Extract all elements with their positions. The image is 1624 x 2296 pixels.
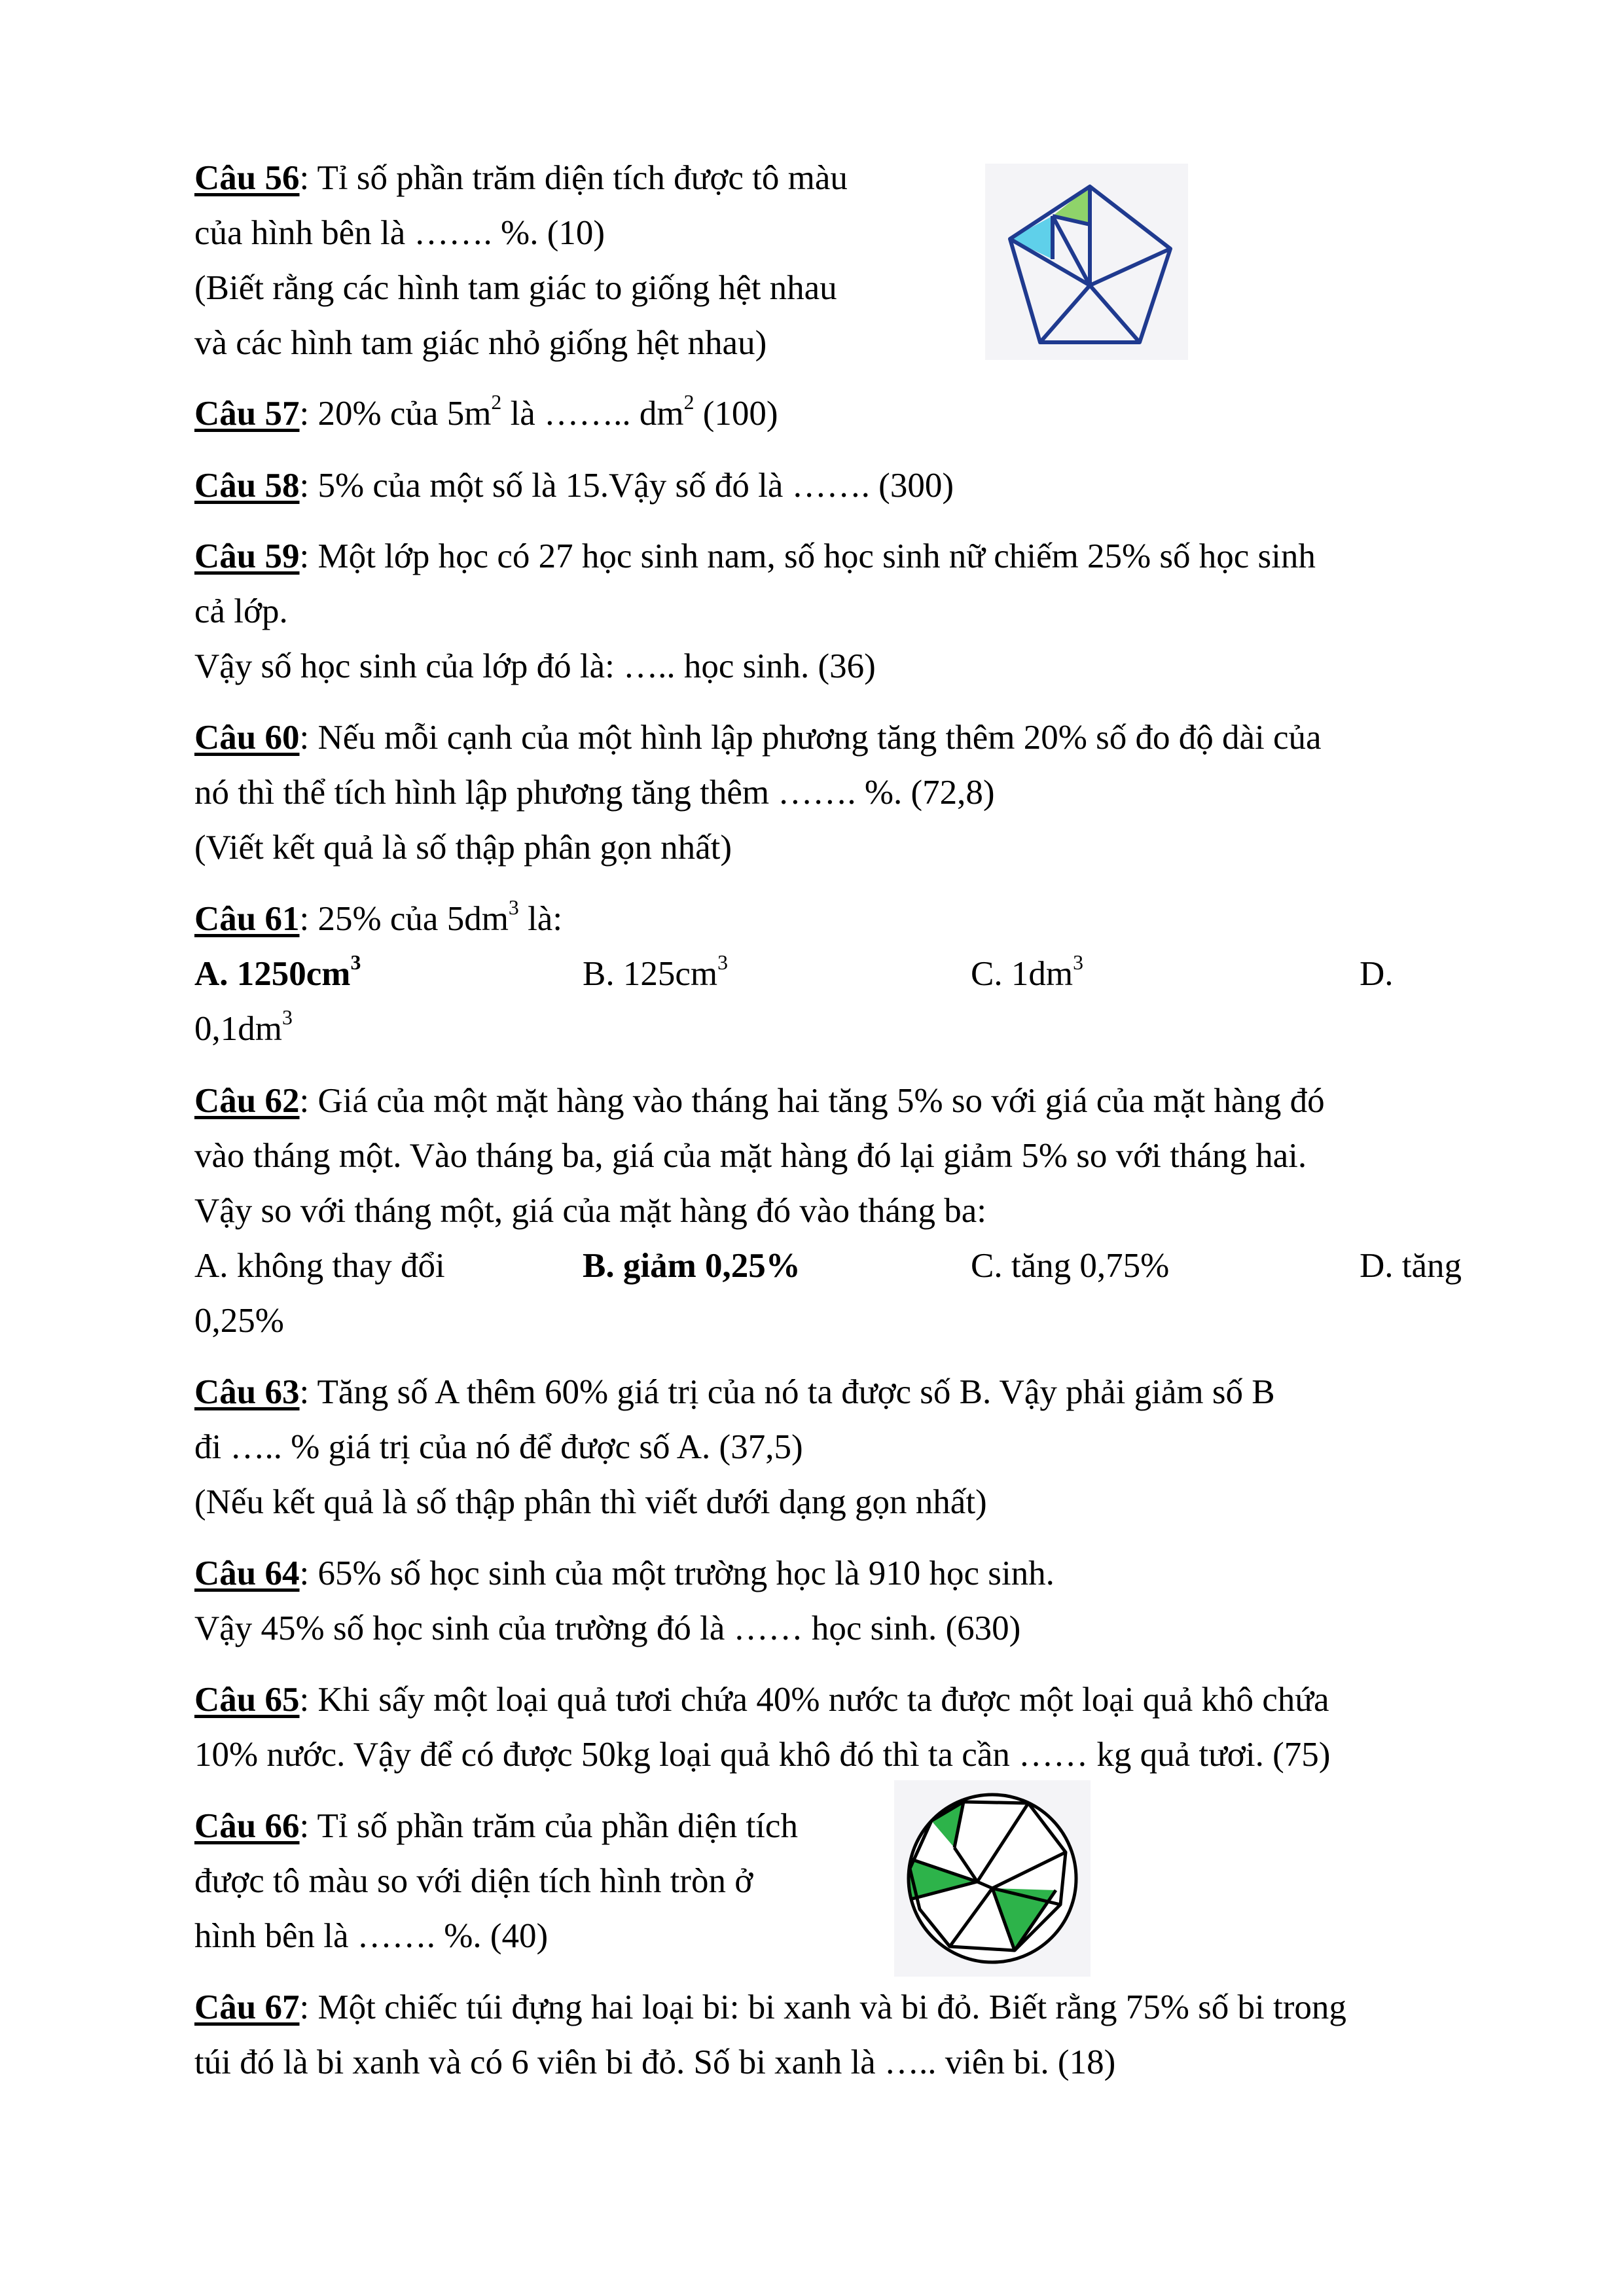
pentagon-figure (985, 164, 1188, 360)
question-67: Câu 67: Một chiếc túi đựng hai loại bi: bi xanh và bi đỏ. Biết rằng 75% số bi trong túi đó là bi xanh và có 6 viên bi đỏ. Số bi xanh là ….. viên bi. (18) (194, 1988, 1346, 2081)
question-58: Câu 58: 5% của một số là 15.Vậy số đó là ……. (300) (194, 467, 954, 505)
question-59: Câu 59: Một lớp học có 27 học sinh nam, số học sinh nữ chiếm 25% số học sinh cả lớp. Vậy số học sinh của lớp đó là: ….. học sinh. (36) (194, 537, 1316, 685)
question-label: Câu 61 (194, 900, 300, 938)
question-66: Câu 66: Tỉ số phần trăm của phần diện tích được tô màu so với diện tích hình tròn ở hình bên là ……. %. (40) (194, 1807, 798, 1955)
question-61: Câu 61: 25% của $5dm^3$ là: A. $1250cm^3$ B. $125cm^3$ C. $1dm^3$ D. $0,1dm^3$ (194, 891, 1477, 1056)
question-label: Câu 58 (194, 467, 300, 505)
question-62: Câu 62: Giá của một mặt hàng vào tháng hai tăng 5% so với giá của mặt hàng đó vào tháng một. Vào tháng ba, giá của mặt hàng đó lại giảm 5% so với tháng hai. Vậy so với tháng một, giá của mặt hàng đó vào tháng ba: A. không thay đổi B. giảm 0,25% C. tăng 0,75% D. tăng 0,25% (194, 1073, 1477, 1348)
option-c[interactable]: C. tăng 0,75% (971, 1247, 1170, 1285)
option-d[interactable]: D. (1360, 955, 1394, 993)
question-label: Câu 65 (194, 1681, 300, 1719)
question-60: Câu 60: Nếu mỗi cạnh của một hình lập phương tăng thêm 20% số đo độ dài của nó thì thể tích hình lập phương tăng thêm ……. %. (72,8) (Viết kết quả là số thập phân gọn nhất) (194, 719, 1322, 867)
answer-options (194, 946, 1477, 1001)
question-label: Câu 63 (194, 1373, 300, 1411)
question-65: Câu 65: Khi sấy một loại quả tươi chứa 40% nước ta được một loại quả khô chứa 10% nước. Vậy để có được 50kg loại quả khô đó thì ta cần …… kg quả tươi. (75) (194, 1681, 1331, 1774)
option-d-continued: $0,1dm^3$ (194, 1006, 293, 1048)
question-label: Câu 64 (194, 1554, 300, 1592)
question-label: Câu 66 (194, 1807, 300, 1845)
question-57: Câu 57: 20% của $5m^2$ là …….. $dm^2$ (100) (194, 391, 778, 433)
question-label: Câu 60 (194, 719, 300, 757)
circle-figure (894, 1780, 1091, 1977)
question-64: Câu 64: 65% số học sinh của một trường học là 910 học sinh. Vậy 45% số học sinh của trường đó là …… học sinh. (630) (194, 1554, 1055, 1647)
option-a[interactable]: A. $1250cm^3$ (194, 951, 361, 993)
option-c[interactable]: C. $1dm^3$ (971, 951, 1083, 993)
question-label: Câu 67 (194, 1988, 300, 2026)
answer-options (194, 1238, 1477, 1293)
option-d[interactable]: D. tăng (1360, 1247, 1462, 1285)
option-d-continued: 0,25% (194, 1302, 284, 1340)
question-56: Câu 56: Tỉ số phần trăm diện tích được tô màu của hình bên là ……. %. (10) (Biết rằng các hình tam giác to giống hệt nhau và các hình tam giác nhỏ giống hệt nhau) (194, 159, 848, 362)
question-label: Câu 56 (194, 159, 300, 197)
option-b[interactable]: B. $125cm^3$ (583, 951, 729, 993)
question-label: Câu 62 (194, 1082, 300, 1120)
option-a[interactable]: A. không thay đổi (194, 1247, 445, 1285)
question-label: Câu 59 (194, 537, 300, 575)
question-63: Câu 63: Tăng số A thêm 60% giá trị của nó ta được số B. Vậy phải giảm số B đi ….. % giá trị của nó để được số A. (37,5) (Nếu kết quả là số thập phân thì viết dưới dạng gọn nhất) (194, 1373, 1275, 1521)
option-b[interactable]: B. giảm 0,25% (583, 1247, 801, 1285)
question-label: Câu 57 (194, 395, 300, 433)
